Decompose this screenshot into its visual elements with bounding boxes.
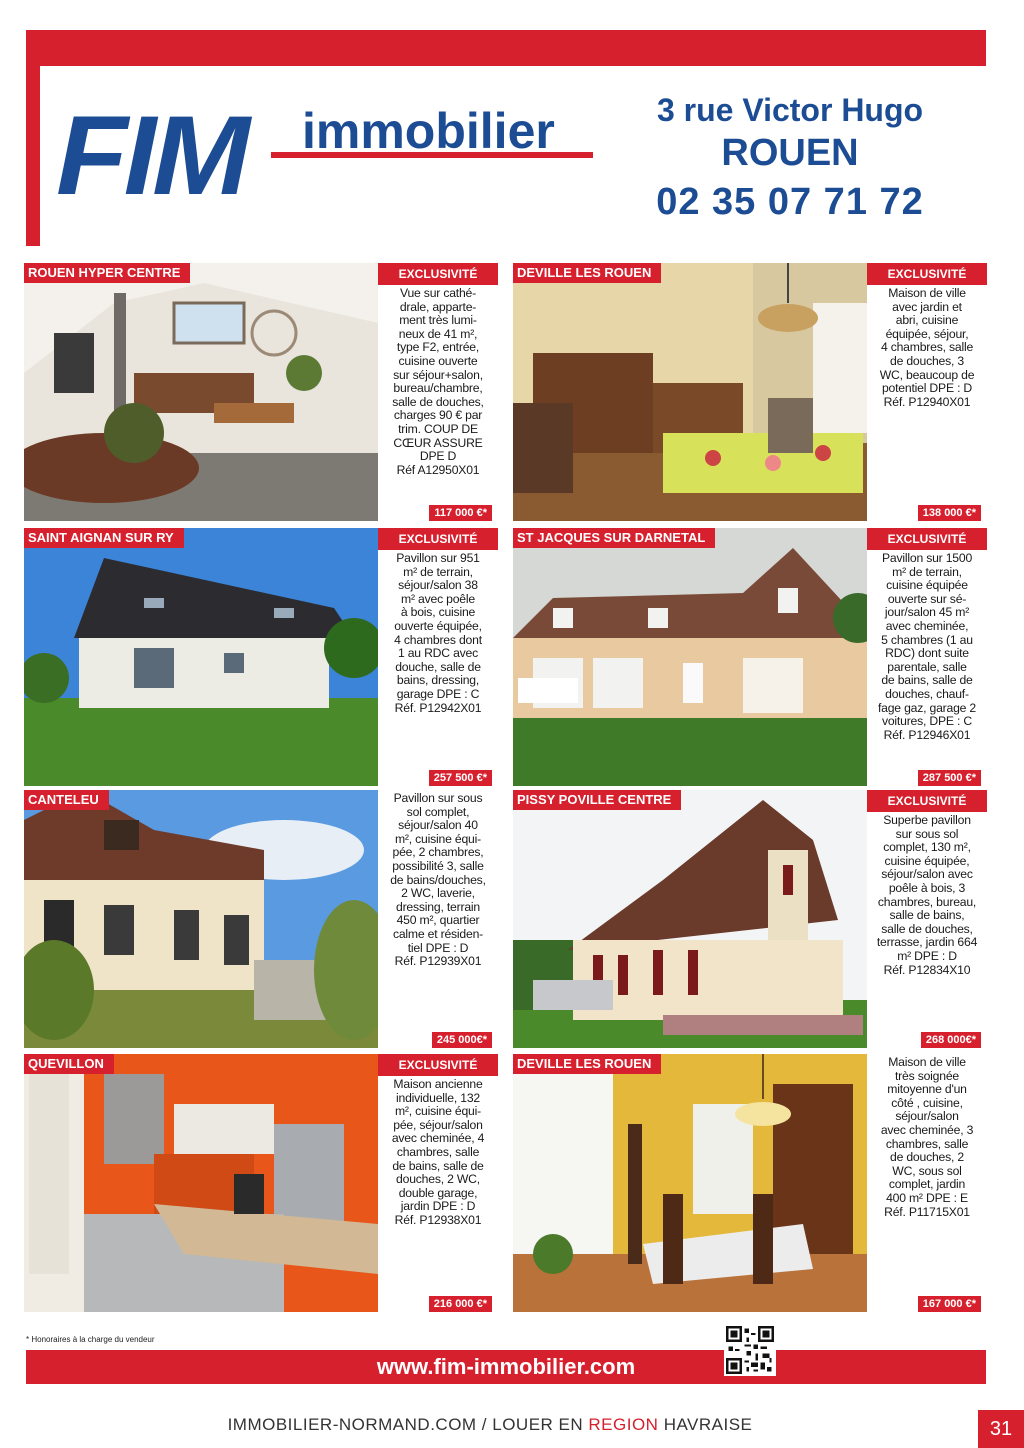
exclusivity-badge: EXCLUSIVITÉ: [378, 528, 498, 550]
rent-in-label: LOUER EN: [492, 1415, 589, 1434]
listing-info: [378, 790, 498, 1048]
listing-location: ROUEN HYPER CENTRE: [24, 263, 190, 283]
dining-room-photo: [513, 263, 867, 521]
listing-location: CANTELEU: [24, 790, 109, 810]
region-label: REGION: [588, 1415, 664, 1434]
brick-house-photo: [24, 790, 378, 1048]
listing-card: [513, 790, 987, 1048]
listing-card: [513, 1054, 987, 1312]
listing-info: [867, 1054, 987, 1312]
fim-logo: [56, 93, 616, 230]
agency-city: ROUEN: [721, 132, 859, 174]
exclusivity-badge: EXCLUSIVITÉ: [867, 528, 987, 550]
listing-description: Maison ancienne individuelle, 132 m², cuisine équi- pée, séjour/salon avec cheminée, 4 chambres, salle de bains, salle de douches, 2 WC, double garage, jardin DPE : D Réf. P12938X01: [391, 1077, 485, 1227]
region-name: HAVRAISE: [663, 1415, 753, 1434]
listing-card: [24, 1054, 498, 1312]
yellow-dining-room-photo: [513, 1054, 867, 1312]
logo-main-text: FIM: [56, 93, 246, 218]
listing-description: Maison de ville très soignée mitoyenne d'un côté , cuisine, séjour/salon avec cheminée, 3 chambres, salle de douches, 2 WC, sous sol complet, jardin 400 m² DPE : E Réf. P11715X01: [880, 1055, 974, 1219]
listing-description: Pavillon sur 1500 m² de terrain, cuisine équipée ouverte sur sé- jour/salon 45 m² avec cheminée, 5 chambres (1 au RDC) dont suite parentale, salle de bains, salle de douches, chauf- fage gaz, garage 2 voitures, DPE : C Réf. P12946X01: [877, 551, 977, 742]
listing-price: 117 000 €*: [429, 505, 492, 521]
listing-location: SAINT AIGNAN SUR RY: [24, 528, 184, 548]
exclusivity-badge: EXCLUSIVITÉ: [867, 790, 987, 812]
listing-price: 287 500 €*: [918, 770, 981, 786]
listing-price: 216 000 €*: [429, 1296, 492, 1312]
listing-description: Superbe pavillon sur sous sol complet, 130 m², cuisine équipée, séjour/salon avec poêle à bois, 3 chambres, bureau, salle de bains, salle de douches, terrasse, jardin 664 m² DPE : D Réf. P12834X10: [876, 813, 978, 977]
listing-card: [24, 790, 498, 1048]
listing-info: [867, 528, 987, 786]
exclusivity-badge: EXCLUSIVITÉ: [867, 263, 987, 285]
listing-price: 268 000€*: [921, 1032, 981, 1048]
fee-footnote: * Honoraires à la charge du vendeur: [26, 1335, 155, 1344]
site-name: IMMOBILIER-NORMAND.COM: [227, 1415, 477, 1434]
listing-location: DEVILLE LES ROUEN: [513, 1054, 661, 1074]
listing-location: QUEVILLON: [24, 1054, 114, 1074]
website-banner: [26, 1350, 986, 1384]
listing-info: [378, 1054, 498, 1312]
listing-description: Pavillon sur sous sol complet, séjour/salon 40 m², cuisine équi- pée, 2 chambres, possibilité 3, salle de bains/douches, 2 WC, laverie, dressing, terrain 450 m², quartier calme et résiden- tiel DPE : D Réf. P12939X01: [390, 791, 486, 969]
house-with-garage-photo: [513, 528, 867, 786]
listing-info: [867, 790, 987, 1048]
listing-price: 138 000 €*: [918, 505, 981, 521]
listing-card: [513, 263, 987, 521]
website-link[interactable]: www.fim-immobilier.com: [376, 1354, 636, 1379]
left-banner: [26, 30, 40, 246]
page-footer: [0, 1410, 1024, 1440]
page-number: 31: [978, 1410, 1024, 1448]
listing-price: 167 000 €*: [918, 1296, 981, 1312]
exclusivity-badge: EXCLUSIVITÉ: [378, 1054, 498, 1076]
orange-kitchen-photo: [24, 1054, 378, 1312]
listing-location: DEVILLE LES ROUEN: [513, 263, 661, 283]
listing-location: PISSY POVILLE CENTRE: [513, 790, 681, 810]
listing-price: 257 500 €*: [429, 770, 492, 786]
listing-price: 245 000€*: [432, 1032, 492, 1048]
agency-phone: 02 35 07 71 72: [656, 181, 924, 223]
footer-separator: /: [476, 1415, 493, 1434]
listing-description: Pavillon sur 951 m² de terrain, séjour/salon 38 m² avec poêle à bois, cuisine ouverte équipée, 4 chambres dont 1 au RDC avec douche, salle de bains, dressing, garage DPE : C Réf. P12942X01: [394, 551, 482, 715]
listing-location: ST JACQUES SUR DARNETAL: [513, 528, 715, 548]
logo-sub-text: immobilier: [302, 103, 555, 159]
pavilion-photo: [513, 790, 867, 1048]
listing-description: Vue sur cathé- drale, apparte- ment très lumi- neux de 41 m², type F2, entrée, cuisine ouverte sur séjour+salon, bureau/chambre, salle de douches, charges 90 € par trim. COUP DE CŒUR ASSURE DPE D Réf A12950X01: [392, 286, 484, 477]
listing-card: [24, 528, 498, 786]
listing-info: [378, 528, 498, 786]
footer-tagline: [0, 1410, 980, 1440]
top-banner: [26, 30, 986, 66]
listing-card: [513, 528, 987, 786]
listing-description: Maison de ville avec jardin et abri, cuisine équipée, séjour, 4 chambres, salle de douches, 3 WC, beaucoup de potentiel DPE : D Réf. P12940X01: [879, 286, 975, 409]
agency-address: [610, 90, 970, 228]
agency-street: 3 rue Victor Hugo: [656, 92, 924, 128]
qr-code-icon[interactable]: [724, 1324, 776, 1376]
listing-card: [24, 263, 498, 521]
listing-info: [378, 263, 498, 521]
attic-living-room-photo: [24, 263, 378, 521]
house-exterior-photo: [24, 528, 378, 786]
listing-info: [867, 263, 987, 521]
exclusivity-badge: EXCLUSIVITÉ: [378, 263, 498, 285]
